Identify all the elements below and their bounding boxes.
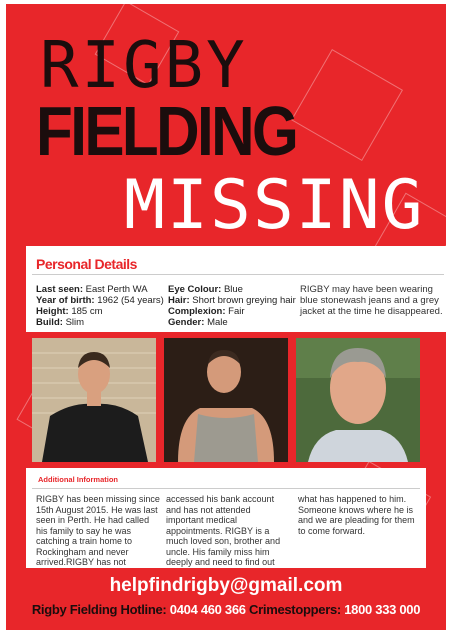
additional-information-card: [26, 468, 426, 568]
complexion-value: Fair: [228, 306, 245, 317]
gender-label: Gender:: [168, 317, 205, 328]
photo-smiling-closeup: [296, 338, 420, 462]
crimestoppers-label: Crimestoppers:: [249, 602, 341, 617]
photo-leather-jacket: [32, 338, 156, 462]
details-column-appearance: [168, 284, 308, 328]
hair-value: Short brown greying hair: [192, 295, 296, 306]
hair-label: Hair:: [168, 295, 190, 306]
divider: [32, 274, 444, 275]
missing-headline: MISSING: [124, 166, 425, 245]
complexion-label: Complexion:: [168, 306, 226, 317]
personal-details-heading: Personal Details: [36, 256, 137, 272]
missing-person-last-name: FIELDING: [36, 92, 297, 170]
birth-year-value: 1962 (54 years): [97, 295, 164, 306]
additional-info-column-1: RIGBY has been missing since 15th August 2015. He was last seen in Perth. He had called his family to say he was catching a train home to Rockingham and never arrived.RIGBY has not: [36, 494, 160, 567]
birth-year-label: Year of birth:: [36, 295, 95, 306]
personal-details-card: [26, 246, 446, 332]
hotline-label: Rigby Fielding Hotline:: [31, 602, 167, 617]
additional-information-heading: Additional Information: [38, 475, 118, 484]
crimestoppers-number: 1800 333 000: [344, 602, 421, 617]
hotline-line: [6, 602, 446, 617]
build-label: Build:: [36, 317, 63, 328]
additional-info-column-3: what has happened to him. Someone knows where he is and we are pleading for them to come forward.: [298, 494, 415, 536]
gender-value: Male: [207, 317, 228, 328]
hexagon-decoration: [291, 49, 403, 161]
details-column-basic: [36, 284, 166, 328]
missing-poster: [6, 4, 446, 630]
divider: [32, 488, 420, 489]
last-seen-value: East Perth WA: [85, 284, 148, 295]
last-seen-label: Last seen:: [36, 284, 83, 295]
hotline-number: 0404 460 366: [169, 602, 246, 617]
contact-email: helpfindrigby@gmail.com: [109, 575, 343, 596]
missing-person-first-name: RIGBY: [40, 29, 248, 103]
build-value: Slim: [65, 317, 85, 328]
eye-colour-value: Blue: [223, 284, 243, 295]
height-label: Height:: [36, 306, 69, 317]
eye-colour-label: Eye Colour:: [168, 284, 222, 295]
photo-grey-singlet: [164, 338, 288, 462]
clothing-note: RIGBY may have been wearing blue stonewash jeans and a grey jacket at the time he disappeared.: [300, 284, 443, 317]
height-value: 185 cm: [71, 306, 103, 317]
additional-info-column-2: accessed his bank account and has not attended important medical appointments. RIGBY is a much loved son, brother and uncle. His family miss him deeply and need to find out: [166, 494, 281, 567]
